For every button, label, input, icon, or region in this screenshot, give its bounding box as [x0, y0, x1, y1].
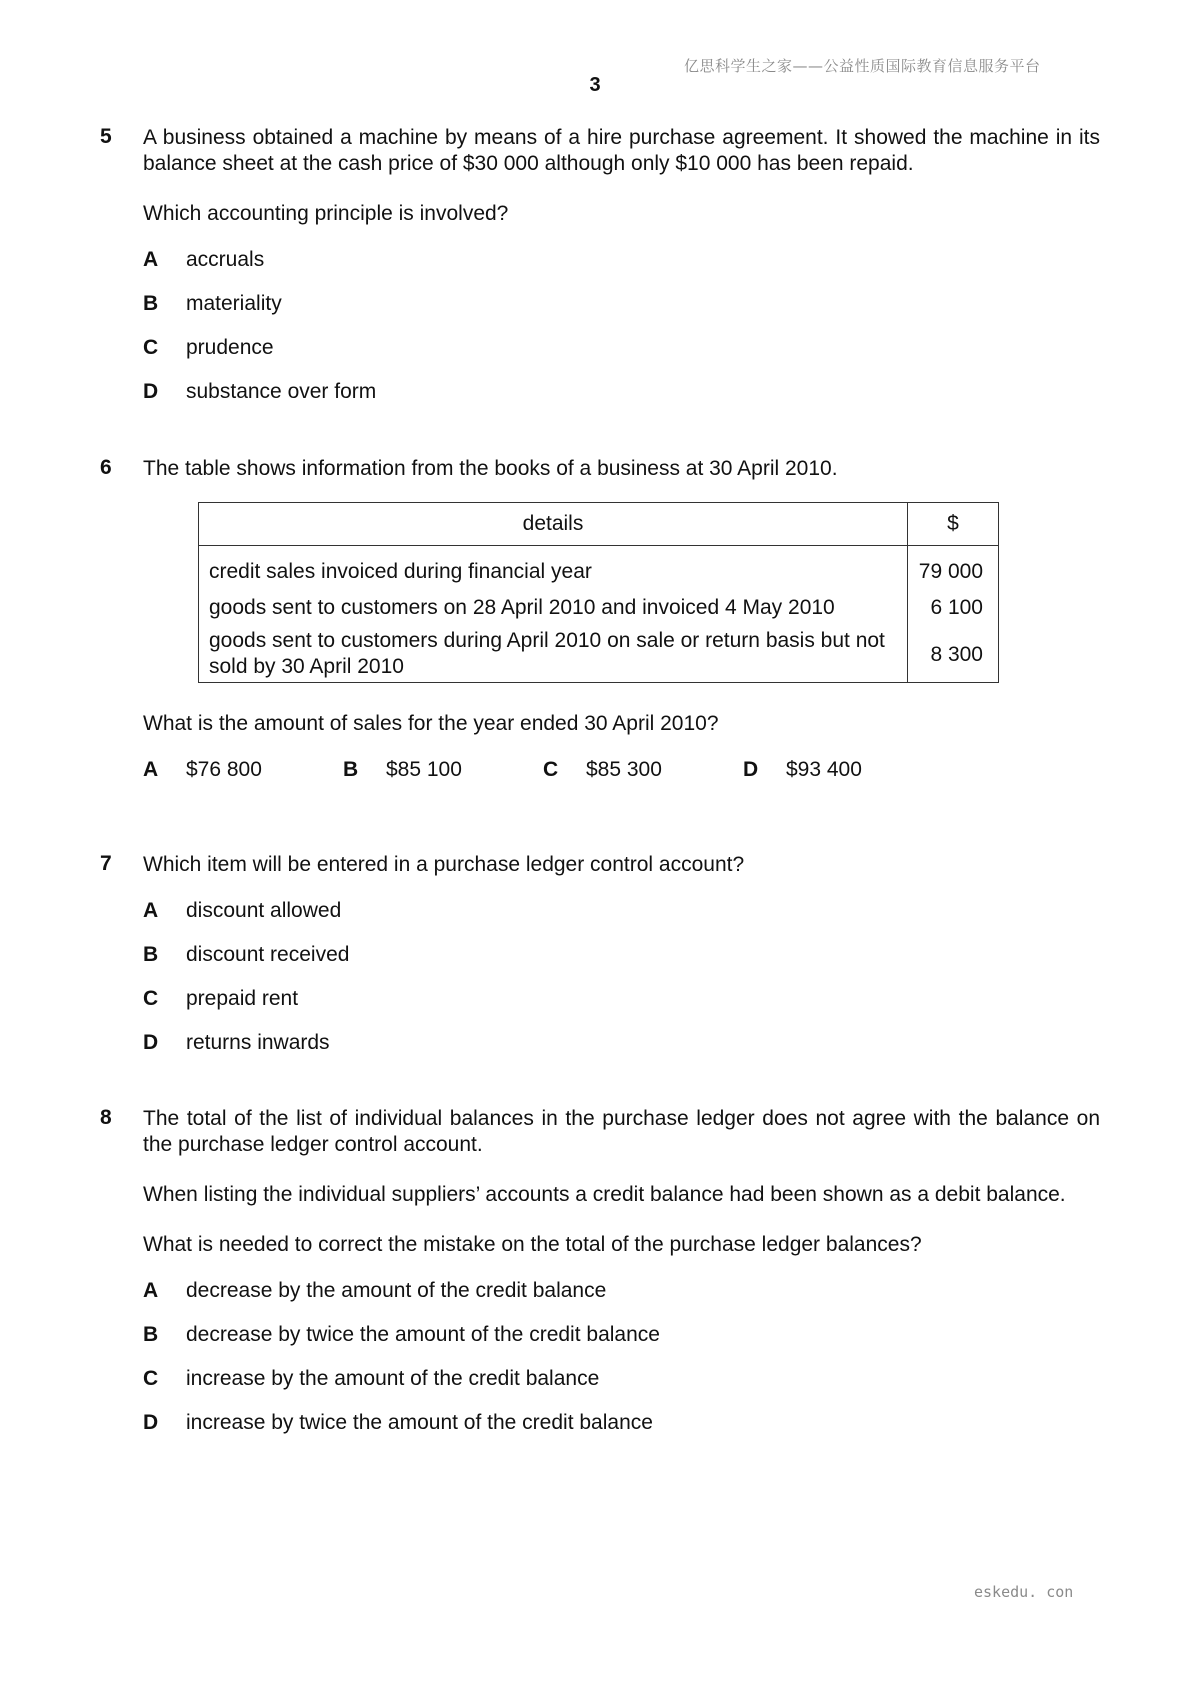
question-prompt: What is needed to correct the mistake on the total of the purchase ledger balances? [143, 1233, 922, 1256]
table-cell-amount: 8 300 [908, 628, 999, 683]
option-text: decrease by the amount of the credit balance [186, 1279, 607, 1302]
question-stem: The table shows information from the books of a business at 30 April 2010. [143, 457, 838, 480]
option-text: discount allowed [186, 899, 342, 922]
option-text: returns inwards [186, 1031, 330, 1054]
page-number: 3 [589, 74, 601, 96]
option-letter: C [143, 987, 159, 1010]
question-8 [100, 1106, 1100, 1436]
table-row [199, 628, 999, 683]
option-letter: D [143, 1031, 159, 1054]
option-letter: B [143, 292, 159, 315]
question-6 [100, 456, 1100, 783]
option-text: prudence [186, 336, 274, 359]
option-d [143, 1030, 1100, 1056]
table-header: $ [908, 503, 999, 546]
option-b [143, 942, 1100, 968]
table-row [199, 546, 999, 589]
option-text: $76 800 [186, 758, 262, 781]
option-letter: D [743, 758, 759, 781]
table-cell-amount: 6 100 [908, 588, 999, 628]
option-letter: A [143, 899, 159, 922]
question-prompt: What is the amount of sales for the year ended 30 April 2010? [143, 712, 719, 735]
question-number: 7 [100, 852, 112, 875]
option-a [143, 247, 1100, 273]
question-number: 8 [100, 1106, 112, 1129]
table-header-row [199, 503, 999, 546]
option-text: $93 400 [786, 758, 862, 781]
question-7 [100, 852, 1100, 1056]
question-5 [100, 125, 1100, 405]
table-cell-detail: goods sent to customers during April 2010 on sale or return basis but not sold by 30 April 2010 [199, 628, 908, 683]
option-text: accruals [186, 248, 265, 271]
table-cell-amount: 79 000 [908, 546, 999, 589]
option-letter: A [143, 248, 159, 271]
option-letter: D [143, 380, 159, 403]
options-row [143, 757, 1100, 783]
option-letter: C [143, 1367, 159, 1390]
option-text: prepaid rent [186, 987, 299, 1010]
option-a [143, 1278, 1100, 1304]
option-a [143, 898, 1100, 924]
table-row [199, 588, 999, 628]
option-letter: C [143, 336, 159, 359]
option-c [143, 1366, 1100, 1392]
option-text: discount received [186, 943, 350, 966]
info-table [198, 502, 999, 683]
option-d [143, 1410, 1100, 1436]
table-cell-detail: goods sent to customers on 28 April 2010 and invoiced 4 May 2010 [199, 588, 908, 628]
option-text: increase by the amount of the credit balance [186, 1367, 600, 1390]
option-letter: D [143, 1411, 159, 1434]
option-text: $85 300 [586, 758, 662, 781]
footer-watermark: eskedu. con [974, 1583, 1074, 1601]
option-b [143, 1322, 1100, 1348]
option-letter: B [143, 943, 159, 966]
option-text: increase by twice the amount of the credit balance [186, 1411, 653, 1434]
option-text: $85 100 [386, 758, 462, 781]
question-stem-2: When listing the individual suppliers’ accounts a credit balance had been shown as a debit balance. [143, 1183, 1066, 1206]
option-letter: A [143, 1279, 159, 1302]
question-stem: The total of the list of individual balances in the purchase ledger does not agree with the balance on the purchase ledger control account. [143, 1107, 1100, 1156]
header-watermark: 亿思科学生之家——公益性质国际教育信息服务平台 [684, 57, 1041, 75]
question-stem: Which item will be entered in a purchase ledger control account? [143, 853, 745, 876]
option-letter: B [343, 758, 359, 781]
question-number: 6 [100, 456, 112, 479]
option-text: decrease by twice the amount of the credit balance [186, 1323, 660, 1346]
question-number: 5 [100, 125, 112, 148]
table-cell-detail: credit sales invoiced during financial year [199, 546, 908, 589]
option-letter: B [143, 1323, 159, 1346]
question-stem: A business obtained a machine by means of a hire purchase agreement. It showed the machine in its balance sheet at the cash price of $30 000 although only $10 000 has been repaid. [143, 126, 1100, 175]
option-d [143, 379, 1100, 405]
option-c [143, 986, 1100, 1012]
option-text: materiality [186, 292, 282, 315]
option-letter: A [143, 758, 159, 781]
question-prompt: Which accounting principle is involved? [143, 202, 509, 225]
option-c [143, 335, 1100, 361]
option-text: substance over form [186, 380, 377, 403]
table-header: details [199, 503, 908, 546]
option-letter: C [543, 758, 559, 781]
option-b [143, 291, 1100, 317]
